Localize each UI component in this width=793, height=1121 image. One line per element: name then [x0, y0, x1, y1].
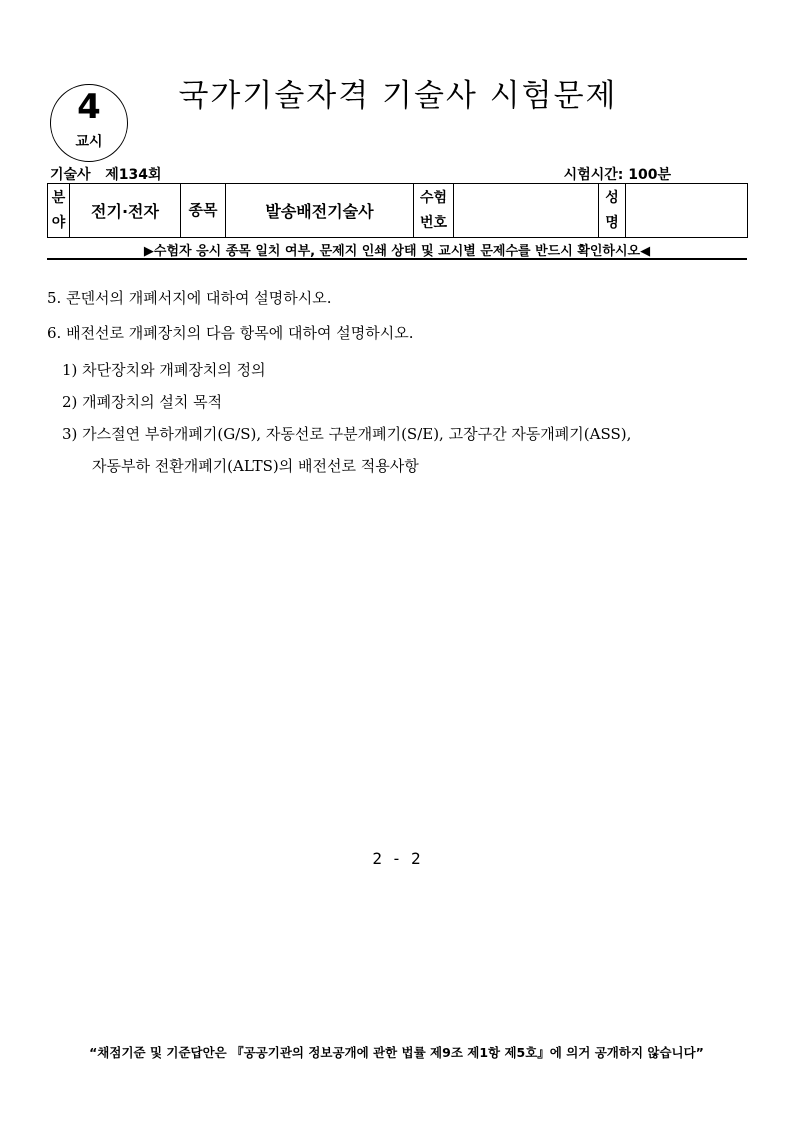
- field-value: 전기·전자: [70, 184, 181, 238]
- exam-no-label-1: 수험: [419, 189, 448, 206]
- notice: ▶수험자 응시 종목 일치 여부, 문제지 인쇄 상태 및 교시별 문제수를 반드시 확인하시오◀: [143, 244, 651, 259]
- field-label-1: 분: [51, 189, 66, 206]
- name-value[interactable]: [626, 184, 748, 238]
- period-label: 교시: [75, 134, 103, 150]
- name-label-2: 명: [605, 214, 619, 231]
- question-6: 6. 배전선로 개폐장치의 다음 항목에 대하여 설명하시오.: [47, 324, 414, 342]
- period-number: 4: [77, 87, 101, 127]
- exam-round: 기술사 제134회: [50, 167, 162, 183]
- question-6-item-2: 2) 개폐장치의 설치 목적: [62, 393, 223, 411]
- category-label: 종목: [181, 184, 226, 238]
- exam-info-table: [47, 183, 748, 238]
- field-label-cell: [48, 184, 70, 238]
- divider: [47, 258, 747, 260]
- question-6-item-3: 3) 가스절연 부하개폐기(G/S), 자동선로 구분개폐기(S/E), 고장구간 자동개폐기(ASS),: [62, 425, 632, 443]
- exam-no-label-cell: [414, 184, 454, 238]
- page-title: 국가기술자격 기술사 시험문제: [178, 78, 618, 114]
- name-label-cell: [599, 184, 626, 238]
- page-number: 2 - 2: [372, 849, 421, 868]
- question-6-item-1: 1) 차단장치와 개폐장치의 정의: [62, 361, 266, 379]
- name-label-1: 성: [605, 189, 619, 206]
- question-6-item-3-continued: 자동부하 전환개폐기(ALTS)의 배전선로 적용사항: [92, 457, 419, 475]
- exam-no-value[interactable]: [454, 184, 599, 238]
- footer-notice: “채점기준 및 기준답안은 『공공기관의 정보공개에 관한 법률 제9조 제1항 제5호』에 의거 공개하지 않습니다”: [89, 1045, 704, 1060]
- category-value: 발송배전기술사: [226, 184, 414, 238]
- question-5: 5. 콘덴서의 개폐서지에 대하여 설명하시오.: [47, 289, 332, 307]
- field-label-2: 야: [51, 214, 66, 231]
- exam-no-label-2: 번호: [419, 214, 448, 231]
- exam-time: 시험시간: 100분: [563, 167, 671, 183]
- period-badge: [50, 84, 128, 162]
